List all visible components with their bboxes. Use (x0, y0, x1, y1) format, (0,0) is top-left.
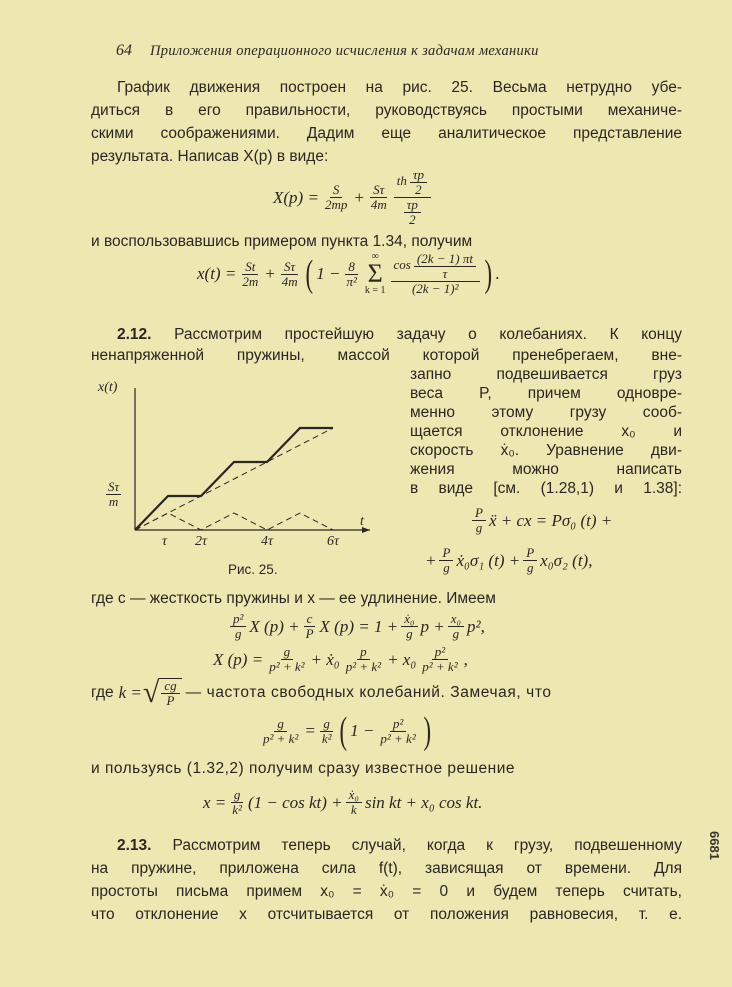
denominator (279, 275, 301, 289)
radicand (159, 678, 181, 708)
formula-text: . (495, 264, 500, 283)
fraction (229, 788, 245, 817)
formula-text: P (475, 505, 483, 520)
denominator (232, 627, 245, 641)
formula-text: Sτ (284, 258, 296, 274)
formula-text: (2k − 1) πt (416, 251, 473, 266)
formula-text: ẍ + cx = Pσ₀ (t) + (488, 510, 613, 530)
numerator (472, 506, 486, 521)
motion-equation-2 (424, 546, 593, 575)
numerator (242, 260, 258, 275)
numerator (274, 717, 287, 732)
right-col-line: в виде [см. (1.28,1) и 1.38]: (410, 480, 682, 497)
k-prefix: где (91, 684, 114, 701)
formula-text: p² (434, 644, 446, 659)
right-col-line: менно этому грузу сооб- (410, 404, 682, 421)
fraction (414, 252, 476, 281)
formula-text: p² + k² (380, 730, 416, 746)
formula-text: g (323, 715, 330, 731)
formula-text: g (443, 560, 450, 575)
denominator (400, 198, 425, 227)
numerator (281, 645, 294, 660)
formula-text: + ẋ₀ (310, 649, 340, 669)
formula-text: + (264, 264, 276, 283)
formula-text: p + (420, 616, 445, 636)
numerator (439, 546, 453, 561)
formula-text: τp (406, 197, 418, 212)
denominator (406, 213, 419, 227)
x-tick-label: 4τ (261, 534, 274, 549)
fraction (391, 252, 480, 296)
formula-text: k (350, 802, 357, 817)
denominator (377, 732, 418, 746)
formula-text: p² (233, 611, 244, 626)
para1-line: скими соображениями. Дадим еще аналитическое представление (91, 125, 682, 142)
numerator (161, 679, 179, 694)
formula-text: (1 − cos kt) + (247, 792, 343, 812)
sum-lower: k = 1 (364, 285, 386, 296)
denominator (260, 732, 301, 746)
formula-text: P (305, 626, 314, 641)
x-tick-label: 6τ (327, 534, 340, 549)
formula-text: cos (393, 257, 411, 273)
sum-upper: ∞ (371, 251, 379, 262)
fraction (239, 260, 261, 289)
fraction (266, 645, 307, 674)
formula-text: X (p) = (213, 649, 264, 669)
right-col-line: запно подвешивается груз (410, 366, 682, 383)
formula-text: 2 (409, 212, 416, 227)
y-tick-den: m (108, 494, 119, 509)
formula-text: k² (232, 802, 242, 817)
fraction (410, 168, 427, 197)
formula-text: 1 − (316, 264, 341, 283)
denominator (473, 521, 486, 535)
formula-text: (2k − 1)² (411, 281, 459, 296)
x-axis-label: t (360, 514, 364, 529)
formula-text: p² (392, 715, 404, 731)
numerator (432, 645, 448, 660)
formula-text: p², (467, 616, 485, 636)
para213-line: что отклонение x отсчитывается от положения равновесия, т. е. (91, 906, 682, 923)
para213-text: Рассмотрим теперь случай, когда к грузу, подвешенному (172, 837, 682, 854)
formula-text: 2 (415, 182, 422, 197)
running-title: Приложения операционного исчисления к задачам механики (150, 43, 539, 59)
formula-text: g (233, 787, 241, 802)
fraction (346, 788, 362, 817)
page-number: 64 (116, 42, 132, 59)
parenthesis: ( (339, 710, 347, 752)
k-text: — частота свободных колебаний. Замечая, что (185, 684, 552, 701)
fraction (319, 717, 335, 746)
formula-text: S (332, 182, 340, 197)
para213-line (117, 837, 682, 855)
formula-text: ẋ₀ (348, 787, 359, 802)
numerator (390, 717, 406, 732)
formula-text: x₀σ₂ (t), (540, 550, 593, 570)
formula-text: g (406, 626, 413, 641)
numerator (304, 612, 316, 627)
para1-line: диться в его правильности, руководствуясь простыми механиче- (91, 102, 682, 119)
text-line: где c — жесткость пружины и x — ее удлинение. Имеем (91, 590, 496, 607)
formula-text: P (526, 545, 535, 560)
text-line: и воспользовавшись примером пункта 1.34, получим (91, 233, 473, 250)
denominator (440, 267, 451, 281)
parenthesis: ) (423, 710, 431, 752)
fraction (279, 260, 301, 289)
denominator (229, 803, 245, 817)
formula-text: , (463, 649, 468, 669)
formula-text: p² + k² (345, 659, 382, 674)
denominator (239, 275, 261, 289)
numerator (448, 612, 464, 627)
formula-text: P (166, 693, 175, 708)
right-col-line: веса P, причем одновре- (410, 385, 682, 402)
denominator (348, 803, 360, 817)
para213-line: на пружине, приложена сила f(t), зависящая от времени. Для (91, 860, 682, 877)
margin-stamp: 6681 (706, 831, 722, 860)
fraction (377, 717, 418, 746)
denominator (368, 198, 390, 212)
sigma-icon: Σ (367, 259, 383, 288)
fraction (419, 645, 460, 674)
numerator (281, 260, 298, 275)
para212-line: ненапряженной пружины, массой которой пренебрегаем, вне- (91, 347, 682, 364)
x-tick-label: τ (162, 534, 168, 549)
right-col-line: жения можно написать (410, 461, 682, 478)
formula-text: P (442, 545, 451, 560)
numerator (370, 183, 387, 198)
formula-text: k = (118, 683, 142, 702)
formula-text: g (234, 626, 242, 641)
numerator (414, 252, 476, 267)
formula-text: p² + k² (422, 659, 458, 674)
parenthesis: ( (305, 253, 313, 295)
formula-text: g (475, 520, 483, 535)
formula-text: p (360, 644, 367, 659)
para1-line: результата. Написав X(p) в виде: (91, 148, 329, 165)
formula-text: g (452, 626, 460, 641)
fraction (303, 612, 317, 641)
y-tick-num: Sτ (108, 479, 120, 494)
formula-text: Sτ (373, 182, 385, 197)
fraction (343, 260, 359, 289)
formula-text: x₀ (450, 611, 462, 626)
para212-text: Рассмотрим простейшую задачу о колебаниях. К концу (174, 326, 682, 343)
para212-line (117, 326, 682, 344)
square-root (143, 676, 182, 710)
equation-solution (202, 788, 483, 817)
formula-text: + (425, 550, 437, 570)
numerator (357, 645, 370, 660)
denominator (440, 561, 453, 575)
formula-text: ẋ₀ (404, 611, 415, 626)
formula-text: 2mp (324, 197, 348, 212)
numerator (394, 168, 431, 198)
formula-text: ẋ₀σ₁ (t) + (456, 550, 521, 570)
denominator (164, 694, 178, 708)
fraction (404, 198, 421, 227)
numerator (231, 788, 244, 803)
denominator (303, 627, 317, 641)
figure-caption: Рис. 25. (228, 562, 278, 577)
formula-text: 4m (281, 273, 298, 289)
text-line: и пользуясь (1.32,2) получим сразу известное решение (91, 760, 516, 777)
formula-Xp (272, 168, 433, 227)
formula-text: k² (321, 730, 332, 746)
fraction (322, 183, 350, 212)
fraction (472, 506, 486, 535)
numerator (230, 612, 246, 627)
formula-text: p² + k² (269, 659, 305, 674)
denominator (409, 282, 462, 296)
denominator (266, 660, 307, 674)
numerator (345, 260, 358, 275)
formula-text: p² + k² (263, 730, 299, 746)
oscillation-component (135, 513, 333, 530)
formula-text: g (526, 560, 534, 575)
equation-Xp-solution (212, 645, 469, 674)
fraction (161, 679, 179, 708)
summation (365, 252, 386, 296)
numerator (391, 252, 480, 282)
fraction (394, 168, 431, 227)
equation-identity (258, 712, 433, 750)
formula-text: π² (346, 273, 357, 289)
formula-text: x(t) = (197, 264, 237, 283)
fraction (230, 612, 246, 641)
numerator (410, 168, 427, 183)
formula-text: 1 − (350, 721, 375, 740)
denominator (403, 627, 416, 641)
formula-text: sin kt + x₀ cos kt. (364, 792, 483, 812)
numerator (330, 183, 343, 198)
numerator (523, 546, 537, 561)
denominator (343, 275, 359, 289)
para1-line: График движения построен на рис. 25. Весьма нетрудно убе- (117, 79, 682, 96)
formula-text: 2m (242, 273, 259, 289)
fraction (260, 717, 301, 746)
equation-image (228, 612, 486, 641)
numerator (320, 717, 333, 732)
motion-equation-1 (470, 506, 613, 535)
denominator (524, 561, 537, 575)
denominator (450, 627, 463, 641)
numerator (346, 788, 362, 803)
formula-text: + (353, 187, 365, 207)
formula-text: 4m (370, 197, 387, 212)
parenthesis: ) (484, 253, 493, 295)
right-col-line: щается отклонение x₀ и (410, 423, 682, 440)
figure-25 (90, 370, 390, 570)
section-number: 2.12. (117, 326, 152, 343)
section-number: 2.13. (117, 837, 152, 854)
formula-text: g (283, 644, 291, 659)
para213-line: простоты письма примем x₀ = ẋ₀ = 0 и будем теперь считать, (91, 883, 682, 900)
formula-text: τp (412, 167, 424, 182)
formula-text: X (p) + (249, 616, 300, 636)
right-col-line: скорость ẋ₀. Уравнение дви- (410, 442, 682, 459)
formula-text: x = (203, 792, 227, 812)
formula-text: St (245, 258, 256, 274)
fraction (448, 612, 464, 641)
fraction (368, 183, 390, 212)
fraction (343, 645, 384, 674)
formula-text: X(p) = (273, 187, 319, 207)
formula-text: g (277, 715, 284, 731)
formula-text: = (304, 721, 316, 740)
denominator (319, 732, 335, 746)
fraction (439, 546, 453, 575)
formula-text: cg (164, 678, 177, 693)
figure-plot (135, 388, 370, 533)
formula-text: c (306, 611, 313, 626)
formula-text: X (p) = 1 + (319, 616, 399, 636)
denominator (419, 660, 460, 674)
denominator (343, 660, 384, 674)
y-axis-label: x(t) (98, 380, 118, 395)
numerator (401, 612, 417, 627)
k-formula (118, 676, 182, 710)
formula-xt (196, 252, 501, 296)
x-tick-label: 2τ (195, 534, 208, 549)
numerator (404, 198, 421, 213)
y-tick-label (106, 480, 121, 509)
k-definition-line (91, 676, 552, 710)
fraction (523, 546, 537, 575)
radical-icon: √ (142, 676, 160, 709)
fraction (401, 612, 417, 641)
formula-text: + x₀ (387, 649, 417, 669)
formula-text: 8 (348, 258, 355, 274)
denominator (322, 198, 350, 212)
denominator (412, 183, 425, 197)
formula-text: τ (442, 266, 448, 281)
formula-text: th (396, 173, 407, 189)
